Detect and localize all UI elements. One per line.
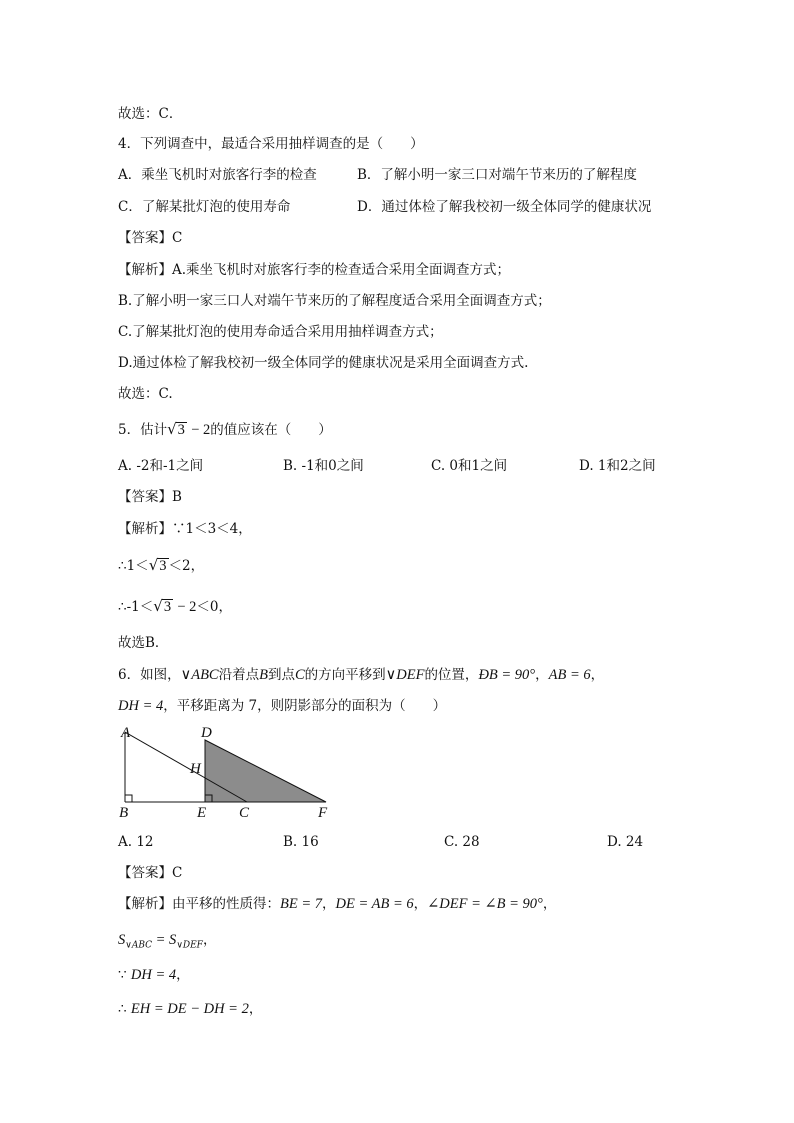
q6-text: 沿着点 xyxy=(218,667,260,683)
q5-option-d: D. 1和2之间 xyxy=(579,458,656,474)
q6-text: 到点 xyxy=(267,667,295,683)
q6-analysis-1 xyxy=(118,895,556,913)
q5-stem-suffix: 的值应该在（ ） xyxy=(210,422,332,438)
q6-angle-equal: ∠DEF = ∠B = 90° xyxy=(427,896,543,912)
q5-stem-prefix: 5．估计 xyxy=(118,422,168,438)
q5-option-c: C. 0和1之间 xyxy=(431,458,508,474)
q4-stem: 4．下列调查中，最适合采用抽样调查的是（ ） xyxy=(118,136,424,152)
q6-text: ， xyxy=(248,1001,263,1017)
q6-text: ∵ xyxy=(118,967,131,983)
q6-text: ， xyxy=(535,667,549,683)
q6-text: 6．如图， xyxy=(118,667,181,683)
q6-stem-line2 xyxy=(118,697,446,715)
q5-answer: 【答案】B xyxy=(118,489,182,505)
q4-analysis-c: C.了解某批灯泡的使用寿命适合采用用抽样调查方式； xyxy=(118,324,443,340)
q6-text: ， xyxy=(202,932,217,948)
q6-text: ， xyxy=(590,667,605,683)
q5-analysis-3-minus: − 2 xyxy=(177,599,197,615)
q6-angle-condition: ÐB = 90° xyxy=(478,667,536,683)
q6-triangle-def: ∨DEF xyxy=(385,667,425,683)
q4-conclusion: 故选：C. xyxy=(118,386,173,402)
q6-text: 的方向平移到 xyxy=(304,667,386,683)
q4-answer: 【答案】C xyxy=(118,230,183,246)
q6-de-value: DE = AB = 6 xyxy=(335,896,414,912)
q6-triangle-abc: ∨ABC xyxy=(180,667,219,683)
q5-analysis-2-prefix: ∴1＜ xyxy=(118,558,149,574)
label-f: F xyxy=(318,805,328,821)
right-angle-b xyxy=(125,795,132,802)
q5-analysis-2-suffix: ＜2， xyxy=(168,558,205,574)
q6-option-d: D. 24 xyxy=(607,834,644,850)
q6-area-sub-abc: ∨ABC xyxy=(125,940,153,951)
q6-be-value: BE = 7 xyxy=(280,896,322,912)
q5-analysis-3-radicand: 3 xyxy=(163,599,172,615)
label-c: C xyxy=(239,805,250,821)
label-b: B xyxy=(119,805,129,821)
q6-option-c: C. 28 xyxy=(444,834,480,850)
shaded-region xyxy=(205,740,326,802)
q5-option-a: A. -2和-1之间 xyxy=(118,458,204,474)
label-a: A xyxy=(121,725,131,741)
q6-analysis-4 xyxy=(118,1000,262,1018)
q6-answer: 【答案】C xyxy=(118,865,183,881)
q6-figure xyxy=(110,722,340,822)
q6-text: ， xyxy=(542,896,557,912)
q4-analysis-b: B.了解小明一家三口人对端午节来历的了解程度适合采用全面调查方式； xyxy=(118,293,551,309)
q5-analysis-2 xyxy=(118,556,204,575)
q5-conclusion: 故选B． xyxy=(118,635,169,651)
q6-text: 【解析】由平移的性质得： xyxy=(118,896,280,912)
q6-analysis-2 xyxy=(118,931,216,955)
q6-stem-line1 xyxy=(118,666,604,684)
q5-analysis-3-prefix: ∴-1＜ xyxy=(118,599,154,615)
q5-option-b: B. -1和0之间 xyxy=(283,458,364,474)
q5-radicand: 3 xyxy=(177,422,185,438)
q6-dh-condition: DH = 4 xyxy=(118,698,164,714)
sqrt-sign: √ xyxy=(148,556,159,574)
q6-text: ， xyxy=(176,967,190,983)
q6-area-equal: = S xyxy=(152,932,177,948)
q5-analysis-3 xyxy=(118,597,232,616)
q3-conclusion: 故选：C． xyxy=(118,106,183,122)
q6-point-b: B xyxy=(259,667,268,683)
q6-analysis-3 xyxy=(118,966,190,984)
label-d: D xyxy=(201,725,212,741)
sqrt-sign: √ xyxy=(153,597,163,615)
q5-analysis-2-radicand: 3 xyxy=(159,558,167,574)
q6-text: 的位置， xyxy=(424,667,479,683)
q5-stem xyxy=(118,420,332,439)
q6-option-b: B. 16 xyxy=(283,834,319,850)
q5-analysis-1: 【解析】∵1＜3＜4， xyxy=(118,521,252,537)
q4-analysis-d: D.通过体检了解我校初一级全体同学的健康状况是采用全面调查方式. xyxy=(118,355,529,371)
q5-minus-two: − 2 xyxy=(191,422,211,438)
q6-text: ∴ xyxy=(118,1001,131,1017)
label-e: E xyxy=(197,805,207,821)
q6-area-sub-def: ∨DEF xyxy=(176,940,203,951)
q4-option-b: B．了解小明一家三口对端午节来历的了解程度 xyxy=(357,167,637,183)
q6-text: ， xyxy=(413,896,428,912)
sqrt-sign: √ xyxy=(167,420,177,438)
q6-point-c: C xyxy=(294,667,305,683)
q6-eh-value: EH = DE − DH = 2 xyxy=(130,1001,249,1017)
q4-option-c: C．了解某批灯泡的使用寿命 xyxy=(118,199,291,215)
q6-ab-condition: AB = 6 xyxy=(548,667,591,683)
q6-option-a: A. 12 xyxy=(118,834,154,850)
q6-text: ，平移距离为 7，则阴影部分的面积为（ ） xyxy=(163,698,447,714)
q5-analysis-3-suffix: ＜0， xyxy=(196,599,233,615)
q4-option-d: D．通过体检了解我校初一级全体同学的健康状况 xyxy=(357,199,652,215)
q6-area-symbol: S xyxy=(118,932,126,948)
q4-analysis-a: 【解析】A.乘坐飞机时对旅客行李的检查适合采用全面调查方式； xyxy=(118,262,511,278)
label-h: H xyxy=(190,761,201,777)
q6-dh-value: DH = 4 xyxy=(130,967,177,983)
q4-option-a: A．乘坐飞机时对旅客行李的检查 xyxy=(118,167,317,183)
q6-text: ， xyxy=(322,896,336,912)
